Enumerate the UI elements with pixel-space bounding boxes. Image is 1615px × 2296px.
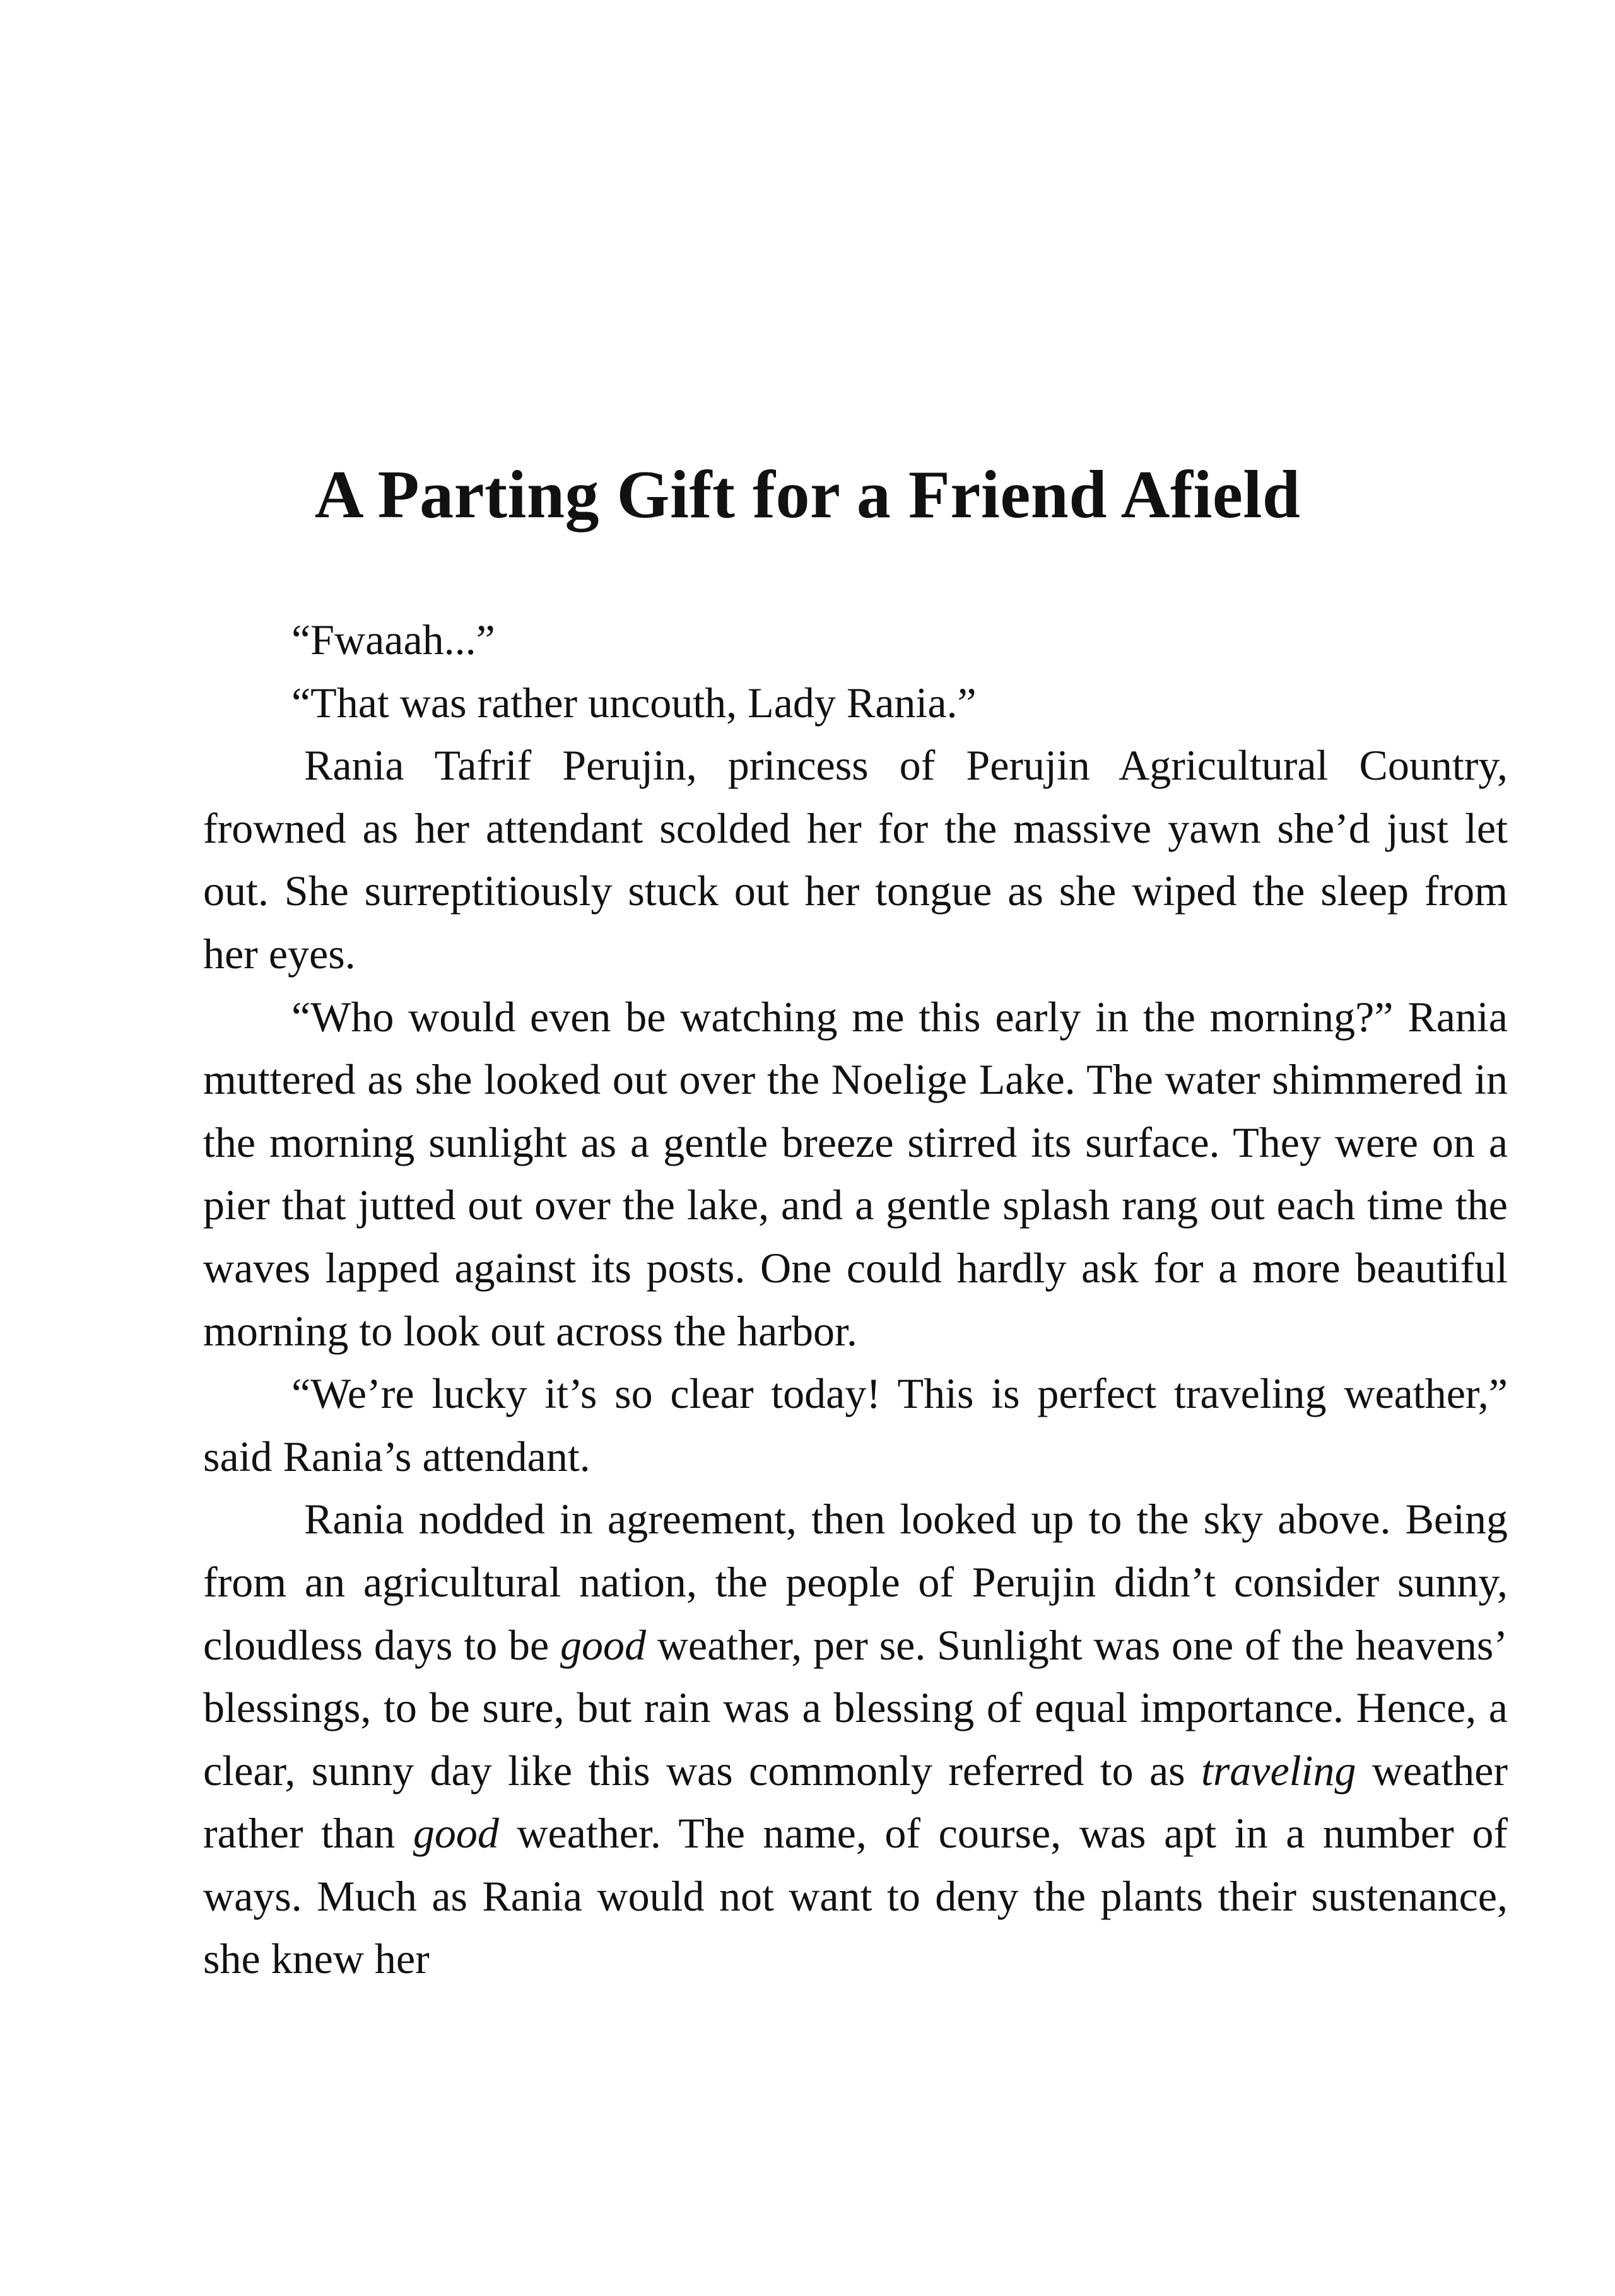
- paragraph: “Fwaaah...”: [291, 616, 495, 664]
- paragraph-text: weather rather than: [203, 1746, 1508, 1858]
- paragraph: “We’re lucky it’s so clear today! This is perfect traveling weather,” said Rania’s attendant.: [203, 1369, 1508, 1480]
- paragraph: “Who would even be watching me this early in the morning?” Rania muttered as she looked out over the Noelige Lake. The water shimmered in the morning sunlight as a gentle breeze stirred its surface. They were on a pier that jutted out over the lake, and a gentle splash rang out each time the waves lapped against its posts. One could hardly ask for a more beautiful morning to look out across the harbor.: [203, 992, 1508, 1355]
- emphasis-text: good: [413, 1809, 499, 1858]
- paragraph: “That was rather uncouth, Lady Rania.”: [291, 678, 977, 727]
- chapter-title: A Parting Gift for a Friend Afield: [314, 457, 1301, 532]
- chapter-body: [203, 609, 1508, 1991]
- paragraph-text: weather. The name, of course, was apt in a number of ways. Much as Rania would not want to deny the plants their sustenance, she knew her: [203, 1809, 1508, 1983]
- paragraph: [203, 1488, 1508, 1991]
- paragraph: Rania Tafrif Perujin, princess of Perujin Agricultural Country, frowned as her attendant scolded her for the massive yawn she’d just let out. She surreptitiously stuck out her tongue as she wiped the sleep from her eyes.: [203, 741, 1508, 978]
- paragraph-text: Rania nodded in agreement, then looked up to the sky above. Being from an agricultural nation, the people of Perujin didn’t consider sunny, cloudless days to be: [203, 1495, 1508, 1669]
- emphasis-text: traveling: [1201, 1746, 1356, 1795]
- paragraph-text: weather, per se. Sunlight was one of the heavens’ blessings, to be sure, but rain was a blessing of equal importance. Hence, a clear, sunny day like this was commonly referred to as: [203, 1620, 1508, 1795]
- emphasis-text: good: [560, 1620, 647, 1669]
